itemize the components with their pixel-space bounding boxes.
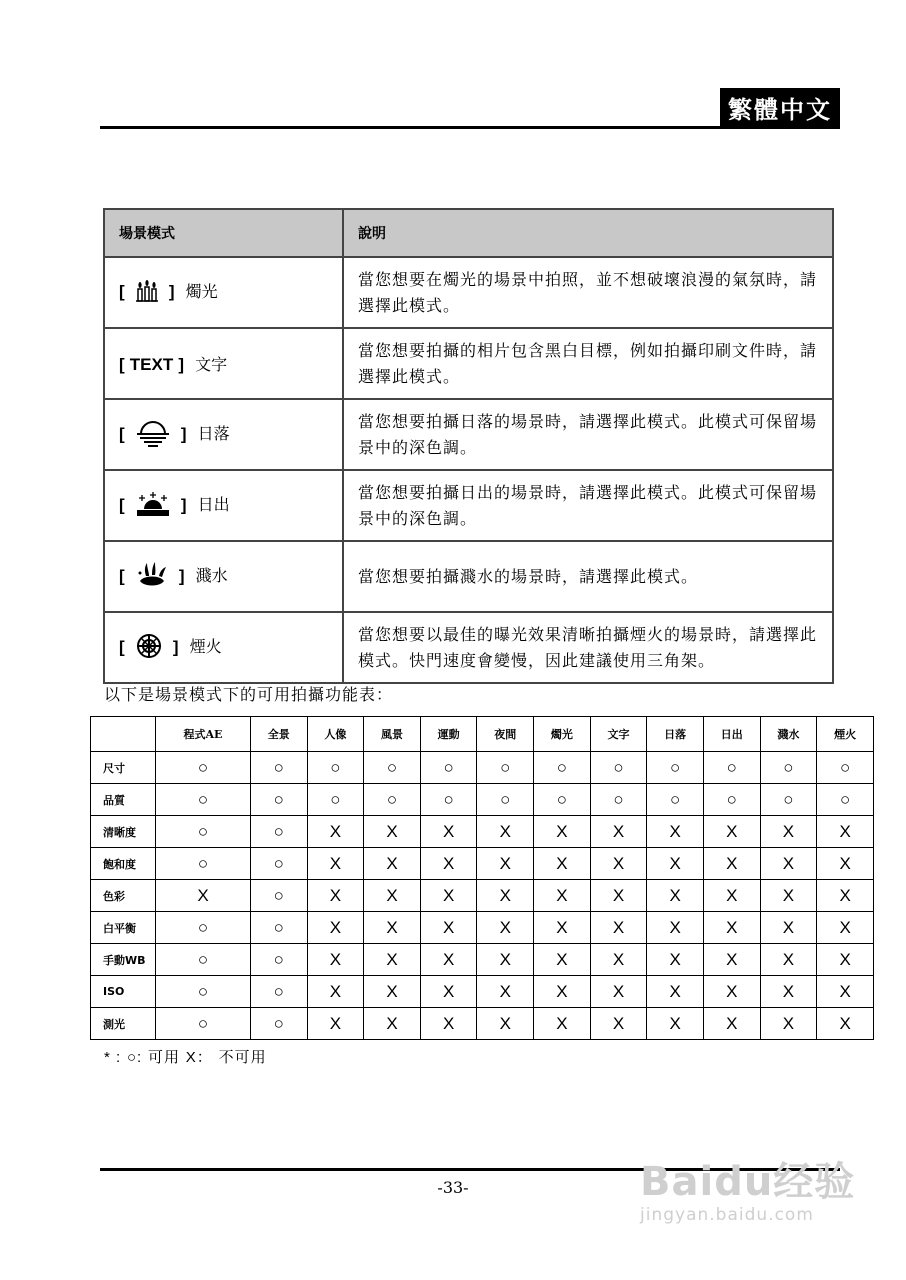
feature-row (91, 1008, 874, 1040)
feature-col-header: 煙火 (817, 717, 874, 752)
col-mode-header: 場景模式 (104, 209, 343, 257)
unavailable-mark: X (364, 1008, 421, 1040)
unavailable-mark: X (817, 912, 874, 944)
unavailable-mark: X (364, 880, 421, 912)
unavailable-mark: X (534, 912, 591, 944)
unavailable-mark: X (817, 816, 874, 848)
available-mark: ○ (156, 816, 251, 848)
col-desc-header: 說明 (343, 209, 833, 257)
feature-row-label: ISO (91, 976, 156, 1008)
unavailable-mark: X (534, 880, 591, 912)
available-mark: ○ (703, 752, 760, 784)
unavailable-mark: X (703, 880, 760, 912)
mode-description: 當您想要拍攝日落的場景時，請選擇此模式。此模式可保留場景中的深色調。 (343, 399, 833, 470)
unavailable-mark: X (420, 1008, 477, 1040)
unavailable-mark: X (760, 816, 817, 848)
scene-mode-table (103, 208, 834, 684)
available-mark: ○ (364, 784, 421, 816)
unavailable-mark: X (420, 880, 477, 912)
feature-col-header: 運動 (420, 717, 477, 752)
scene-row (104, 257, 833, 328)
feature-row-label: 測光 (91, 1008, 156, 1040)
unavailable-mark: X (534, 944, 591, 976)
unavailable-mark: X (760, 848, 817, 880)
unavailable-mark: X (590, 912, 647, 944)
feature-row (91, 816, 874, 848)
unavailable-mark: X (590, 1008, 647, 1040)
unavailable-mark: X (817, 976, 874, 1008)
unavailable-mark: X (364, 944, 421, 976)
available-mark: ○ (590, 752, 647, 784)
intro-text: 以下是場景模式下的可用拍攝功能表： (104, 685, 394, 704)
unavailable-mark: X (817, 880, 874, 912)
mode-cell: [ ] 濺水 (104, 541, 343, 612)
mode-cell: [ ] 日落 (104, 399, 343, 470)
available-mark: ○ (250, 976, 307, 1008)
unavailable-mark: X (760, 944, 817, 976)
unavailable-mark: X (647, 848, 704, 880)
candle-icon (136, 280, 158, 306)
available-mark: ○ (156, 912, 251, 944)
legend-cross: X： (185, 1049, 213, 1066)
feature-row (91, 752, 874, 784)
available-mark: ○ (534, 752, 591, 784)
unavailable-mark: X (307, 976, 364, 1008)
available-mark: ○ (817, 752, 874, 784)
unavailable-mark: X (420, 976, 477, 1008)
unavailable-mark: X (477, 848, 534, 880)
feature-row (91, 880, 874, 912)
scene-row (104, 470, 833, 541)
available-mark: ○ (647, 752, 704, 784)
legend-available: 可用 (147, 1048, 180, 1066)
feature-col-header: 風景 (364, 717, 421, 752)
available-mark: ○ (477, 784, 534, 816)
corner-cell (91, 717, 156, 752)
legend-unavailable: 不可用 (218, 1048, 267, 1066)
available-mark: ○ (420, 784, 477, 816)
available-mark: ○ (250, 848, 307, 880)
unavailable-mark: X (364, 848, 421, 880)
legend (104, 1046, 267, 1067)
feature-row (91, 944, 874, 976)
unavailable-mark: X (590, 976, 647, 1008)
unavailable-mark: X (534, 816, 591, 848)
feature-row (91, 848, 874, 880)
unavailable-mark: X (420, 816, 477, 848)
available-mark: ○ (250, 752, 307, 784)
feature-availability-table (90, 716, 874, 1040)
feature-row-label: 手動WB (91, 944, 156, 976)
available-mark: ○ (156, 752, 251, 784)
available-mark: ○ (250, 880, 307, 912)
unavailable-mark: X (647, 880, 704, 912)
available-mark: ○ (703, 784, 760, 816)
mode-cell: [ ] 日出 (104, 470, 343, 541)
unavailable-mark: X (420, 848, 477, 880)
unavailable-mark: X (590, 848, 647, 880)
feature-col-header: 濺水 (760, 717, 817, 752)
feature-row-label: 飽和度 (91, 848, 156, 880)
available-mark: ○ (647, 784, 704, 816)
sunrise-icon (136, 491, 170, 521)
unavailable-mark: X (477, 816, 534, 848)
available-mark: ○ (156, 784, 251, 816)
legend-circle: ○: (126, 1049, 143, 1066)
unavailable-mark: X (307, 848, 364, 880)
unavailable-mark: X (364, 976, 421, 1008)
feature-col-header: 人像 (307, 717, 364, 752)
mode-cell: [ TEXT ] 文字 (104, 328, 343, 399)
unavailable-mark: X (156, 880, 251, 912)
mode-description: 當您想要拍攝日出的場景時，請選擇此模式。此模式可保留場景中的深色調。 (343, 470, 833, 541)
unavailable-mark: X (703, 816, 760, 848)
unavailable-mark: X (590, 944, 647, 976)
page-number: -33- (437, 1178, 469, 1197)
mode-label: 濺水 (195, 566, 228, 585)
unavailable-mark: X (307, 944, 364, 976)
feature-col-header: 日落 (647, 717, 704, 752)
unavailable-mark: X (307, 912, 364, 944)
unavailable-mark: X (364, 816, 421, 848)
available-mark: ○ (156, 848, 251, 880)
feature-row-label: 品質 (91, 784, 156, 816)
unavailable-mark: X (307, 880, 364, 912)
feature-col-header: 程式AE (156, 717, 251, 752)
unavailable-mark: X (760, 880, 817, 912)
unavailable-mark: X (590, 816, 647, 848)
feature-col-header: 全景 (250, 717, 307, 752)
feature-col-header: 文字 (590, 717, 647, 752)
feature-row-label: 清晰度 (91, 816, 156, 848)
available-mark: ○ (760, 784, 817, 816)
unavailable-mark: X (477, 912, 534, 944)
feature-header-row (91, 717, 874, 752)
mode-cell: [ ] 煙火 (104, 612, 343, 683)
unavailable-mark: X (647, 976, 704, 1008)
mode-cell: [ ] 燭光 (104, 257, 343, 328)
available-mark: ○ (760, 752, 817, 784)
sunset-icon (136, 419, 170, 451)
unavailable-mark: X (817, 1008, 874, 1040)
available-mark: ○ (156, 944, 251, 976)
splash-icon (136, 561, 168, 593)
scene-row (104, 612, 833, 683)
mode-label: 日落 (197, 424, 230, 443)
available-mark: ○ (307, 752, 364, 784)
unavailable-mark: X (590, 880, 647, 912)
unavailable-mark: X (477, 944, 534, 976)
unavailable-mark: X (307, 1008, 364, 1040)
unavailable-mark: X (420, 944, 477, 976)
unavailable-mark: X (534, 848, 591, 880)
available-mark: ○ (156, 1008, 251, 1040)
header-rule (100, 126, 840, 129)
unavailable-mark: X (703, 976, 760, 1008)
watermark (640, 1150, 855, 1225)
unavailable-mark: X (703, 912, 760, 944)
unavailable-mark: X (760, 976, 817, 1008)
unavailable-mark: X (647, 944, 704, 976)
mode-description: 當您想要在燭光的場景中拍照，並不想破壞浪漫的氣氛時，請選擇此模式。 (343, 257, 833, 328)
unavailable-mark: X (307, 816, 364, 848)
unavailable-mark: X (477, 1008, 534, 1040)
feature-row-label: 白平衡 (91, 912, 156, 944)
watermark-url: jingyan.baidu.com (640, 1205, 814, 1225)
unavailable-mark: X (703, 848, 760, 880)
mode-label: 燭光 (185, 282, 218, 302)
mode-description: 當您想要以最佳的曝光效果清晰拍攝煙火的場景時，請選擇此模式。快門速度會變慢，因此建議使用三角架。 (343, 612, 833, 683)
scene-row (104, 328, 833, 399)
unavailable-mark: X (760, 1008, 817, 1040)
scene-row (104, 399, 833, 470)
mode-description: 當您想要拍攝的相片包含黑白目標，例如拍攝印刷文件時，請選擇此模式。 (343, 328, 833, 399)
unavailable-mark: X (364, 912, 421, 944)
unavailable-mark: X (647, 1008, 704, 1040)
feature-col-header: 燭光 (534, 717, 591, 752)
unavailable-mark: X (477, 880, 534, 912)
available-mark: ○ (250, 784, 307, 816)
watermark-brand: Baidu经验 (640, 1159, 856, 1205)
unavailable-mark: X (760, 912, 817, 944)
unavailable-mark: X (817, 944, 874, 976)
text-icon: TEXT (129, 355, 174, 374)
available-mark: ○ (250, 912, 307, 944)
available-mark: ○ (364, 752, 421, 784)
unavailable-mark: X (817, 848, 874, 880)
feature-row-label: 尺寸 (91, 752, 156, 784)
available-mark: ○ (420, 752, 477, 784)
feature-row-label: 色彩 (91, 880, 156, 912)
available-mark: ○ (307, 784, 364, 816)
available-mark: ○ (250, 1008, 307, 1040)
available-mark: ○ (156, 976, 251, 1008)
feature-row (91, 784, 874, 816)
unavailable-mark: X (534, 976, 591, 1008)
feature-col-header: 日出 (703, 717, 760, 752)
available-mark: ○ (590, 784, 647, 816)
feature-row (91, 976, 874, 1008)
feature-row (91, 912, 874, 944)
unavailable-mark: X (647, 816, 704, 848)
unavailable-mark: X (647, 912, 704, 944)
scene-row (104, 541, 833, 612)
mode-description: 當您想要拍攝濺水的場景時，請選擇此模式。 (343, 541, 833, 612)
available-mark: ○ (250, 944, 307, 976)
mode-label: 煙火 (189, 637, 222, 656)
available-mark: ○ (534, 784, 591, 816)
available-mark: ○ (250, 816, 307, 848)
legend-prefix: * : (104, 1049, 122, 1066)
unavailable-mark: X (477, 976, 534, 1008)
feature-col-header: 夜間 (477, 717, 534, 752)
mode-label: 文字 (195, 355, 228, 374)
mode-label: 日出 (197, 495, 230, 514)
unavailable-mark: X (534, 1008, 591, 1040)
language-badge: 繁體中文 (720, 88, 840, 126)
fireworks-icon (136, 633, 162, 663)
unavailable-mark: X (420, 912, 477, 944)
unavailable-mark: X (703, 1008, 760, 1040)
unavailable-mark: X (703, 944, 760, 976)
available-mark: ○ (477, 752, 534, 784)
available-mark: ○ (817, 784, 874, 816)
